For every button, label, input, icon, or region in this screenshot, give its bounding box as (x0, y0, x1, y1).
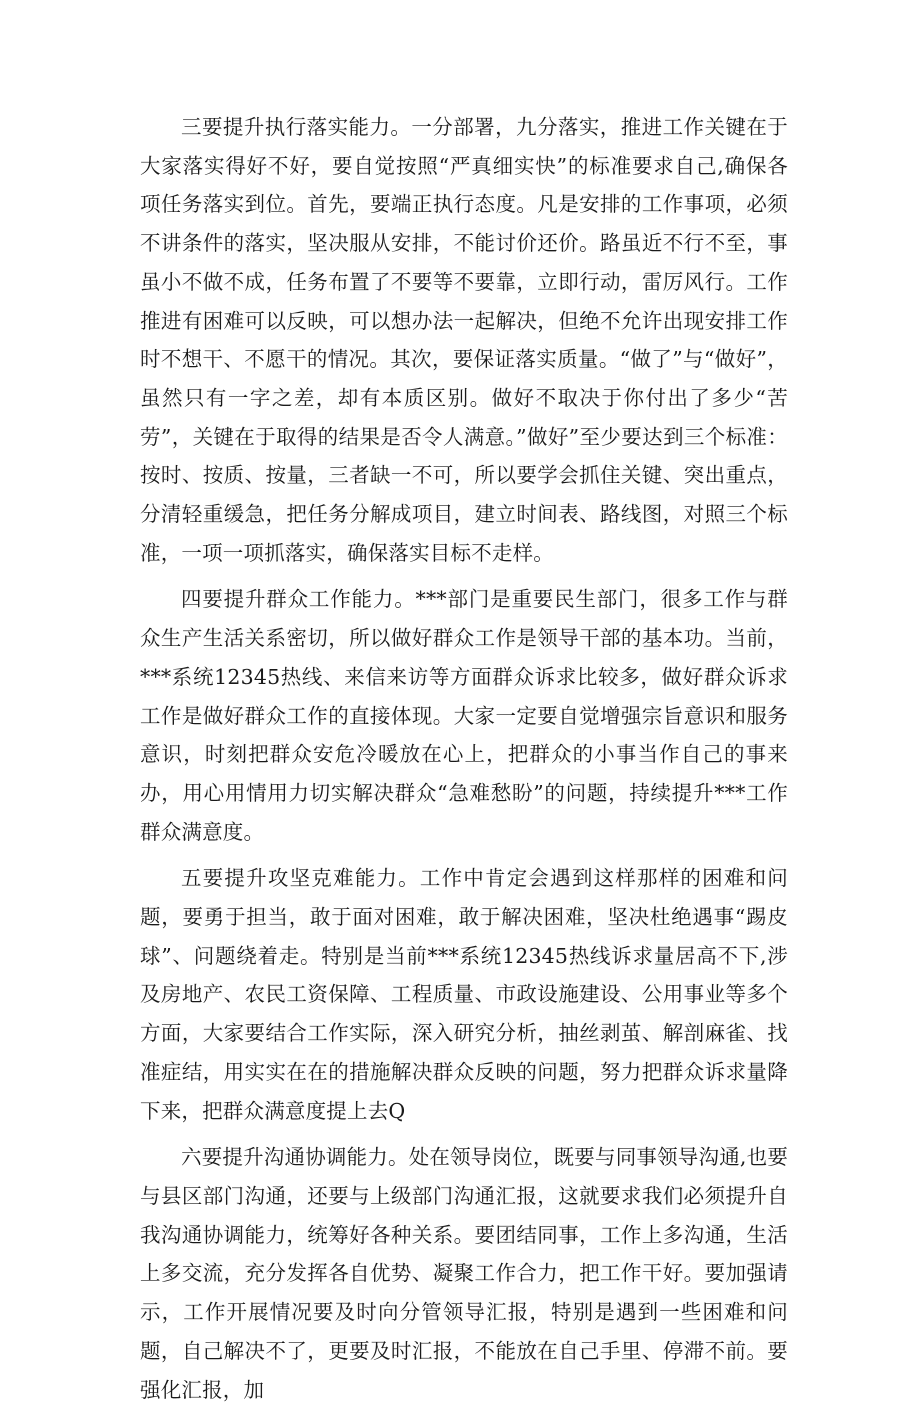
paragraph-communication-ability: 六要提升沟通协调能力。处在领导岗位，既要与同事领导沟通,也要与县区部门沟通，还要与上级部门沟通汇报，这就要求我们必须提升自我沟通协调能力，统筹好各种关系。要团结同事，工作上多沟通，生活上多交流，充分发挥各自优势、凝聚工作合力，把工作干好。要加强请示，工作开展情况要及时向分管领导汇报，特别是遇到一些困难和问题，自己解决不了，更要及时汇报，不能放在自己手里、停滞不前。要强化汇报，加 (140, 1145, 788, 1402)
paragraph-problem-solving-ability: 五要提升攻坚克难能力。工作中肯定会遇到这样那样的困难和问题，要勇于担当，敢于面对困难，敢于解决困难，坚决杜绝遇事“踢皮球”、问题绕着走。特别是当前***系统12345热线诉求量居高不下,涉及房地产、农民工资保障、工程质量、市政设施建设、公用事业等多个方面，大家要结合工作实际，深入研究分析，抽丝剥茧、解剖麻雀、找准症结，用实实在在的措施解决群众反映的问题，努力把群众诉求量降下来，把群众满意度提上去Q (140, 866, 788, 1123)
paragraph-execution-ability: 三要提升执行落实能力。一分部署，九分落实，推进工作关键在于大家落实得好不好，要自觉按照“严真细实快”的标准要求自己,确保各项任务落实到位。首先，要端正执行态度。凡是安排的工作事项，必须不讲条件的落实，坚决服从安排，不能讨价还价。路虽近不行不至，事虽小不做不成，任务布置了不要等不要靠，立即行动，雷厉风行。工作推进有困难可以反映，可以想办法一起解决，但绝不允许出现安排工作时不想干、不愿干的情况。其次，要保证落实质量。“做了”与“做好”，虽然只有一字之差，却有本质区别。做好不取决于你付出了多少“苦劳”，关键在于取得的结果是否令人满意。”做好”至少要达到三个标准：按时、按质、按量，三者缺一不可，所以要学会抓住关键、突出重点，分清轻重缓急，把任务分解成项目，建立时间表、路线图，对照三个标准，一项一项抓落实，确保落实目标不走样。 (140, 115, 788, 565)
paragraph-mass-work-ability: 四要提升群众工作能力。***部门是重要民生部门，很多工作与群众生产生活关系密切，所以做好群众工作是领导干部的基本功。当前，***系统12345热线、来信来访等方面群众诉求比较多，做好群众诉求工作是做好群众工作的直接体现。大家一定要自觉增强宗旨意识和服务意识，时刻把群众安危冷暖放在心上，把群众的小事当作自己的事来办，用心用情用力切实解决群众“急难愁盼”的问题，持续提升***工作群众满意度。 (140, 587, 788, 844)
document-body (140, 108, 788, 1417)
